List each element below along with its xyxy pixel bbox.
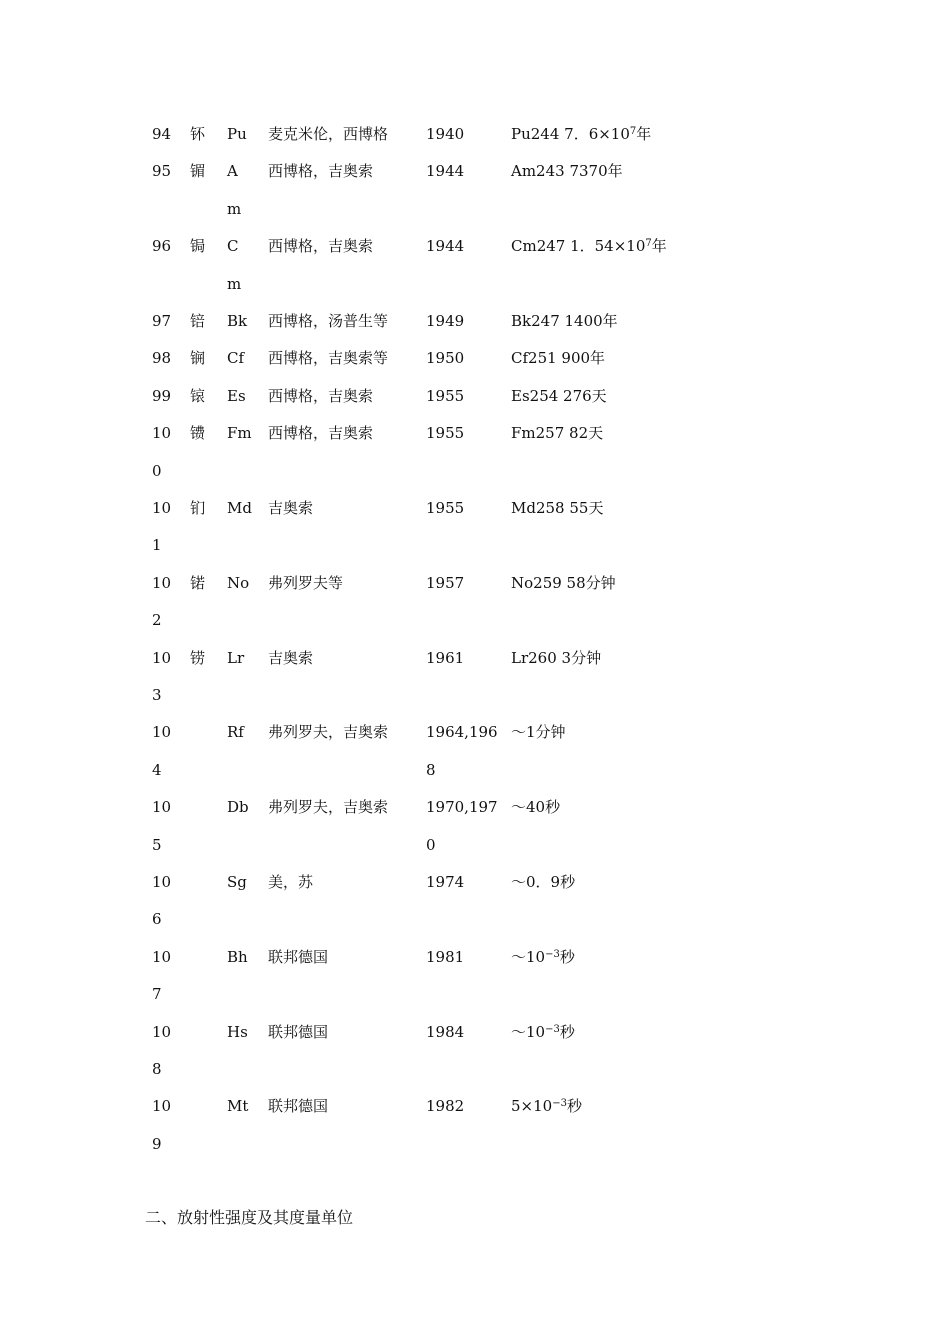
element-symbol [227, 565, 263, 602]
discovery-year [426, 1014, 506, 1051]
half-life-unit: 秒 [559, 1022, 575, 1041]
half-life-text: No259 58分钟 [511, 573, 616, 592]
element-symbol [227, 340, 263, 377]
discovery-year-line: 1981 [426, 947, 465, 966]
table-row [152, 228, 792, 303]
element-name: 锫 [190, 312, 206, 330]
table-row [152, 640, 792, 715]
atomic-number-line: 94 [152, 125, 172, 143]
half-life-unit: 秒 [559, 947, 575, 966]
table-row [152, 378, 792, 415]
discovery-year [426, 340, 506, 377]
element-symbol [227, 415, 263, 452]
discoverer: 西博格，吉奥索等 [268, 349, 389, 368]
discovery-year-line: 1984 [426, 1022, 465, 1041]
discovery-year-line: 1950 [426, 349, 465, 368]
element-symbol-line: Bk [227, 312, 248, 330]
element-symbol [227, 303, 263, 340]
discoverer: 西博格，吉奥索 [268, 386, 374, 405]
isotope-half-life [511, 228, 771, 265]
half-life-text: ～1分钟 [511, 723, 566, 742]
atomic-number-line: 10 [152, 573, 172, 592]
discoverer: 美，苏 [268, 873, 314, 891]
discovery-year [426, 1088, 506, 1125]
table-row [152, 565, 792, 640]
isotope-half-life [511, 303, 771, 340]
discoverer: 西博格，汤普生等 [268, 312, 389, 330]
half-life-text: Pu244 7．6×10 [511, 125, 630, 143]
isotope-half-life [511, 565, 771, 602]
element-symbol-line: Cf [227, 349, 245, 368]
element-symbol [227, 640, 263, 677]
discoverer: 弗列罗夫，吉奥索 [268, 798, 389, 817]
exponent: −3 [545, 948, 560, 960]
element-symbol-line: A [227, 162, 238, 181]
element-symbol-line: Hs [227, 1022, 248, 1041]
atomic-number [152, 939, 186, 1014]
discovery-year-line: 1982 [426, 1097, 465, 1116]
atomic-number-line: 10 [152, 499, 172, 517]
discovery-year [426, 864, 506, 901]
element-symbol-line: Sg [227, 873, 247, 891]
half-life-text: ～40秒 [511, 798, 561, 817]
atomic-number-line: 9 [152, 1134, 162, 1153]
atomic-number-line: 10 [152, 947, 172, 966]
exponent: −3 [545, 1023, 560, 1035]
element-symbol [227, 789, 263, 826]
atomic-number-line: 6 [152, 910, 162, 929]
atomic-number [152, 153, 186, 190]
isotope-half-life [511, 415, 771, 452]
element-name: 钚 [190, 125, 206, 143]
element-name: 钔 [190, 499, 206, 517]
discovery-year-line: 1961 [426, 648, 465, 667]
atomic-number-line: 7 [152, 985, 162, 1004]
element-symbol [227, 153, 263, 228]
table-row [152, 303, 792, 340]
element-symbol-line: Rf [227, 723, 244, 742]
half-life-text: 5×10 [511, 1097, 553, 1116]
half-life-text: Md258 55天 [511, 499, 604, 517]
discovery-year [426, 939, 506, 976]
element-name: 锿 [190, 386, 206, 405]
atomic-number [152, 789, 186, 864]
half-life-text: Lr260 3分钟 [511, 648, 602, 667]
atomic-number [152, 714, 186, 789]
element-symbol-line: Es [227, 386, 246, 405]
element-symbol-line: Mt [227, 1097, 249, 1116]
isotope-half-life [511, 640, 771, 677]
element-symbol [227, 1014, 263, 1051]
discovery-year [426, 378, 506, 415]
discovery-year-line: 1940 [426, 125, 465, 143]
table-row [152, 153, 792, 228]
atomic-number-line: 4 [152, 760, 162, 779]
element-symbol-line: C [227, 237, 239, 256]
element-symbol [227, 864, 263, 901]
atomic-number-line: 5 [152, 835, 162, 854]
atomic-number [152, 415, 186, 490]
half-life-text: ～10 [511, 1022, 546, 1041]
discovery-year [426, 303, 506, 340]
discovery-year-line: 1955 [426, 424, 465, 443]
half-life-unit: 年 [651, 237, 667, 256]
discovery-year-line: 1955 [426, 499, 465, 517]
element-symbol-line: Lr [227, 648, 245, 667]
element-symbol-line: Fm [227, 424, 252, 443]
half-life-text: Bk247 1400年 [511, 312, 618, 330]
atomic-number-line: 2 [152, 611, 162, 630]
half-life-text: Es254 276天 [511, 386, 607, 405]
discoverer: 弗列罗夫等 [268, 573, 344, 592]
discovery-year-line: 1944 [426, 162, 465, 181]
atomic-number-line: 10 [152, 1022, 172, 1041]
atomic-number [152, 864, 186, 939]
element-symbol-line: m [227, 199, 242, 218]
atomic-number [152, 303, 186, 340]
discovery-year-line: 1955 [426, 386, 465, 405]
isotope-half-life [511, 789, 771, 826]
atomic-number-line: 96 [152, 237, 172, 256]
isotope-half-life [511, 116, 771, 153]
isotope-half-life [511, 939, 771, 976]
atomic-number-line: 10 [152, 424, 172, 443]
table-row [152, 864, 792, 939]
half-life-unit: 秒 [566, 1097, 582, 1116]
discoverer: 联邦德国 [268, 1097, 329, 1116]
table-row [152, 1088, 792, 1163]
element-symbol [227, 490, 263, 527]
isotope-half-life [511, 490, 771, 527]
atomic-number-line: 1 [152, 536, 162, 555]
atomic-number-line: 99 [152, 386, 172, 405]
half-life-text: ～10 [511, 947, 546, 966]
atomic-number [152, 640, 186, 715]
table-row [152, 939, 792, 1014]
half-life-text: ～0．9秒 [511, 873, 576, 891]
half-life-text: Cm247 1．54×10 [511, 237, 646, 256]
element-symbol-line: Md [227, 499, 252, 517]
element-name: 锔 [190, 237, 206, 256]
table-row [152, 490, 792, 565]
discovery-year [426, 490, 506, 527]
atomic-number-line: 3 [152, 686, 162, 704]
discovery-year-line: 1964,196 [426, 723, 498, 742]
element-symbol-line: Pu [227, 125, 247, 143]
discoverer: 弗列罗夫，吉奥索 [268, 723, 389, 742]
discoverer: 西博格，吉奥索 [268, 162, 374, 181]
discoverer: 西博格，吉奥索 [268, 237, 374, 256]
isotope-half-life [511, 864, 771, 901]
isotope-half-life [511, 1088, 771, 1125]
atomic-number-line: 10 [152, 648, 172, 667]
element-name: 锘 [190, 573, 206, 592]
atomic-number-line: 10 [152, 723, 172, 742]
discovery-year [426, 789, 506, 864]
discovery-year [426, 640, 506, 677]
discovery-year-line: 0 [426, 835, 436, 854]
element-name: 镄 [190, 424, 206, 443]
half-life-text: Am243 7370年 [511, 162, 623, 181]
element-symbol-line: No [227, 573, 250, 592]
element-symbol [227, 939, 263, 976]
exponent: −3 [552, 1098, 567, 1110]
table-row [152, 714, 792, 789]
discovery-year [426, 153, 506, 190]
discoverer: 吉奥索 [268, 648, 314, 667]
atomic-number [152, 1014, 186, 1089]
discovery-year [426, 415, 506, 452]
isotope-half-life [511, 1014, 771, 1051]
atomic-number-line: 10 [152, 873, 172, 891]
element-symbol [227, 1088, 263, 1125]
atomic-number-line: 95 [152, 162, 172, 181]
atomic-number [152, 228, 186, 265]
atomic-number [152, 340, 186, 377]
atomic-number-line: 10 [152, 1097, 172, 1116]
isotope-half-life [511, 153, 771, 190]
atomic-number-line: 0 [152, 461, 162, 480]
half-life-text: Fm257 82天 [511, 424, 604, 443]
atomic-number [152, 565, 186, 640]
exponent: 7 [629, 126, 637, 137]
table-row [152, 116, 792, 153]
element-symbol-line: m [227, 274, 242, 293]
element-symbol-line: Db [227, 798, 249, 817]
discovery-year [426, 714, 506, 789]
element-symbol [227, 228, 263, 303]
element-symbol [227, 116, 263, 153]
isotope-half-life [511, 378, 771, 415]
table-row [152, 340, 792, 377]
discoverer: 联邦德国 [268, 1022, 329, 1041]
discovery-year-line: 1949 [426, 312, 465, 330]
element-name: 镅 [190, 162, 206, 181]
discovery-year [426, 116, 506, 153]
exponent: 7 [645, 238, 652, 250]
discovery-year-line: 1944 [426, 237, 465, 256]
element-symbol-line: Bh [227, 947, 248, 966]
atomic-number-line: 10 [152, 798, 172, 817]
discoverer: 麦克米伦，西博格 [268, 125, 389, 143]
discoverer: 吉奥索 [268, 499, 314, 517]
element-name: 锎 [190, 349, 206, 368]
atomic-number [152, 1088, 186, 1163]
atomic-number [152, 116, 186, 153]
element-symbol [227, 714, 263, 751]
isotope-half-life [511, 340, 771, 377]
atomic-number-line: 8 [152, 1060, 162, 1078]
section-heading: 二、放射性强度及其度量单位 [145, 1208, 354, 1227]
discovery-year [426, 565, 506, 602]
atomic-number-line: 98 [152, 349, 172, 368]
table-row [152, 789, 792, 864]
table-row [152, 415, 792, 490]
atomic-number [152, 378, 186, 415]
discovery-year [426, 228, 506, 265]
table-row [152, 1014, 792, 1089]
discovery-year-line: 1970,197 [426, 798, 498, 817]
atomic-number [152, 490, 186, 565]
element-symbol [227, 378, 263, 415]
element-name: 铹 [190, 648, 206, 667]
discovery-year-line: 8 [426, 760, 436, 779]
isotope-half-life [511, 714, 771, 751]
atomic-number-line: 97 [152, 312, 172, 330]
discoverer: 联邦德国 [268, 947, 329, 966]
half-life-unit: 年 [636, 125, 652, 143]
discovery-year-line: 1974 [426, 873, 465, 891]
discoverer: 西博格，吉奥索 [268, 424, 374, 443]
half-life-text: Cf251 900年 [511, 349, 606, 368]
discovery-year-line: 1957 [426, 573, 465, 592]
